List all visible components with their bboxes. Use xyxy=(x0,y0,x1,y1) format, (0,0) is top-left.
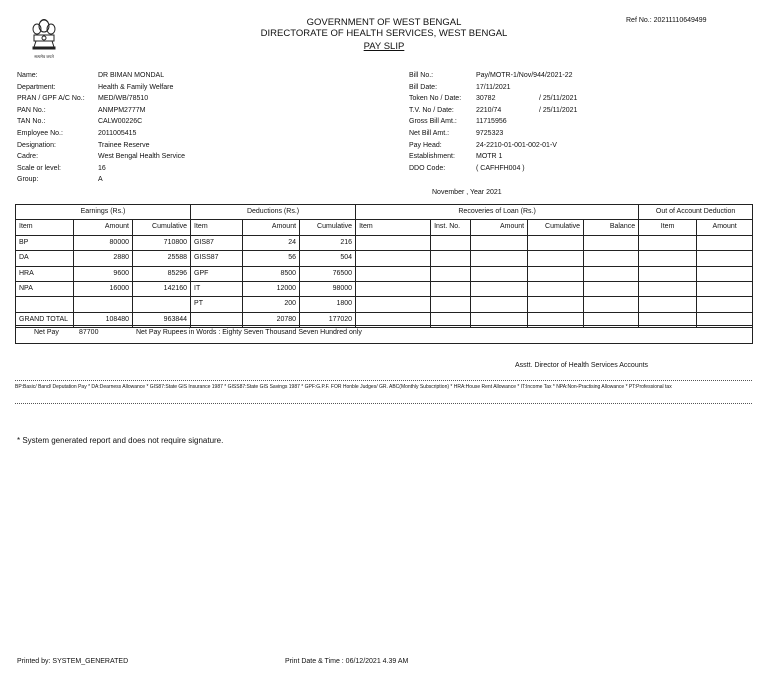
table-cell xyxy=(697,297,753,312)
table-cell xyxy=(431,251,471,266)
bill-field-row xyxy=(409,105,749,117)
employee-field-value: A xyxy=(98,176,103,184)
bill-field-value: 24-2210-01-001-002-01-V xyxy=(476,141,557,149)
bill-field-label: Establishment: xyxy=(409,153,455,161)
bill-field-date: / 25/11/2021 xyxy=(539,95,578,103)
employee-field-value: DR BIMAN MONDAL xyxy=(98,72,165,79)
table-cell xyxy=(584,282,639,297)
table-cell xyxy=(639,297,697,312)
employee-field-value: MED/WB/78510 xyxy=(98,95,149,103)
group-header-row xyxy=(16,205,753,220)
bill-field-row xyxy=(409,82,749,94)
table-cell xyxy=(356,251,431,266)
divider-bottom xyxy=(15,403,752,404)
column-header: Item xyxy=(191,220,243,235)
abbreviation-legend: BP:Basic/ Band/ Deputation Pay * DA:Dearness Allowance * GIS87:State GIS Insurance 1987 * GISS87:State GIS Savings 1987 * GPF:G.P.F. FOR Honble Judges/ GR. ABC(Monthly Subscription) * HRA:House Rent Allowance * IT:Income Tax * NPA:Non-Practising Allowance * PT:Professional tax xyxy=(15,384,672,390)
employee-field-row xyxy=(17,140,377,152)
bill-field-value: Pay/MOTR-1/Nov/944/2021-22 xyxy=(476,72,573,79)
bill-field-value: 17/11/2021 xyxy=(476,83,511,91)
print-date: Print Date & Time : 06/12/2021 4.39 AM xyxy=(285,658,409,665)
printed-by: Printed by: SYSTEM_GENERATED xyxy=(17,658,129,665)
net-pay-row xyxy=(15,325,753,344)
table-cell xyxy=(528,297,584,312)
table-cell: 24 xyxy=(243,235,300,250)
table-cell: 76500 xyxy=(300,266,356,281)
table-cell: IT xyxy=(191,282,243,297)
table-cell: GPF xyxy=(191,266,243,281)
bill-field-row xyxy=(409,93,749,105)
table-cell: 25588 xyxy=(133,251,191,266)
employee-field-value: ANMPM2777M xyxy=(98,106,146,114)
table-cell: NPA xyxy=(16,282,74,297)
title-pay-slip xyxy=(240,41,528,52)
column-header: Balance xyxy=(584,220,639,235)
bill-field-row xyxy=(409,116,749,128)
employee-field-label: Cadre: xyxy=(17,153,39,161)
table-cell: 963844 xyxy=(133,312,191,327)
employee-field-value: 2011005415 xyxy=(98,129,137,137)
earnings-header: Earnings (Rs.) xyxy=(16,205,191,220)
divider-top xyxy=(15,380,752,381)
table-cell xyxy=(16,297,74,312)
title-government: GOVERNMENT OF WEST BENGAL xyxy=(306,17,462,28)
table-cell: HRA xyxy=(16,266,74,281)
table-cell: BP xyxy=(16,235,74,250)
bill-field-label: T.V. No / Date: xyxy=(409,106,454,114)
pay-slip-heading: PAY SLIP xyxy=(363,41,405,52)
table-cell: 16000 xyxy=(74,282,133,297)
column-header-row xyxy=(16,220,753,235)
table-cell: 200 xyxy=(243,297,300,312)
table-cell: 142160 xyxy=(133,282,191,297)
table-cell: GIS87 xyxy=(191,235,243,250)
table-cell: 2880 xyxy=(74,251,133,266)
employee-field-value: Health & Family Welfare xyxy=(98,83,174,91)
bill-field-row xyxy=(409,128,749,140)
table-cell xyxy=(639,266,697,281)
table-cell: 9600 xyxy=(74,266,133,281)
table-cell xyxy=(356,297,431,312)
employee-field-row xyxy=(17,174,377,186)
state-emblem xyxy=(28,16,60,64)
table-cell xyxy=(697,282,753,297)
column-header: Item xyxy=(16,220,74,235)
column-header: Cumulative xyxy=(528,220,584,235)
table-row xyxy=(16,235,753,250)
table-cell xyxy=(528,251,584,266)
employee-field-label: TAN No.: xyxy=(17,118,46,126)
table-cell xyxy=(528,266,584,281)
table-cell xyxy=(528,235,584,250)
bill-field-label: Pay Head: xyxy=(409,141,442,149)
column-header: Cumulative xyxy=(133,220,191,235)
table-cell xyxy=(639,251,697,266)
table-cell xyxy=(133,297,191,312)
bill-field-row xyxy=(409,151,749,163)
table-cell xyxy=(528,282,584,297)
employee-field-row xyxy=(17,105,377,117)
employee-field-value: 16 xyxy=(98,164,106,172)
employee-field-value: West Bengal Health Service xyxy=(98,153,186,161)
bill-field-date: / 25/11/2021 xyxy=(539,106,578,114)
column-header: Amount xyxy=(471,220,528,235)
table-cell xyxy=(356,282,431,297)
bill-field-value: 30782 xyxy=(476,95,496,103)
employee-details xyxy=(17,70,377,186)
emblem-caption: सत्यमेव जयते xyxy=(34,54,54,59)
bill-field-label: Net Bill Amt.: xyxy=(409,129,450,137)
table-cell xyxy=(431,282,471,297)
employee-field-row xyxy=(17,128,377,140)
system-note: * System generated report and does not require signature. xyxy=(17,436,224,445)
net-pay-label: Net Pay xyxy=(34,329,59,336)
bill-field-row xyxy=(409,163,749,175)
table-cell: 710800 xyxy=(133,235,191,250)
employee-field-row xyxy=(17,82,377,94)
deductions-header: Deductions (Rs.) xyxy=(191,205,356,220)
table-cell: 85296 xyxy=(133,266,191,281)
employee-field-row xyxy=(17,116,377,128)
employee-field-label: Designation: xyxy=(17,141,56,149)
bill-field-value: 9725323 xyxy=(476,129,504,137)
bill-details xyxy=(409,70,749,174)
table-cell xyxy=(74,297,133,312)
table-row xyxy=(16,266,753,281)
table-cell xyxy=(471,266,528,281)
table-cell xyxy=(584,297,639,312)
table-cell xyxy=(584,251,639,266)
table-cell: 56 xyxy=(243,251,300,266)
table-cell xyxy=(697,235,753,250)
column-header: Amount xyxy=(697,220,753,235)
bill-field-row xyxy=(409,70,749,82)
employee-field-label: PAN No.: xyxy=(17,106,46,114)
table-cell: GRAND TOTAL xyxy=(16,312,74,327)
table-cell: 216 xyxy=(300,235,356,250)
table-cell xyxy=(471,282,528,297)
title-directorate: DIRECTORATE OF HEALTH SERVICES, WEST BENGAL xyxy=(260,28,508,39)
table-row xyxy=(16,297,753,312)
pay-table xyxy=(15,204,753,328)
bill-field-label: DDO Code: xyxy=(409,164,446,172)
bill-field-row xyxy=(409,140,749,152)
net-pay-words: Net Pay Rupees in Words : Eighty Seven Thousand Seven Hundred only xyxy=(136,329,362,336)
employee-field-label: Group: xyxy=(17,176,39,184)
employee-field-label: Scale or level: xyxy=(17,164,61,172)
table-cell: 80000 xyxy=(74,235,133,250)
table-cell: 8500 xyxy=(243,266,300,281)
table-cell xyxy=(471,251,528,266)
table-cell: 20780 xyxy=(243,312,300,327)
employee-field-label: Department: xyxy=(17,83,56,91)
table-cell xyxy=(584,235,639,250)
recoveries-header: Recoveries of Loan (Rs.) xyxy=(356,205,639,220)
table-cell: GISS87 xyxy=(191,251,243,266)
table-cell xyxy=(697,251,753,266)
table-cell: 12000 xyxy=(243,282,300,297)
table-cell: PT xyxy=(191,297,243,312)
table-cell: 1800 xyxy=(300,297,356,312)
bill-field-label: Token No / Date: xyxy=(409,95,462,103)
table-cell xyxy=(584,266,639,281)
table-cell xyxy=(697,266,753,281)
net-pay-amount: 87700 xyxy=(79,329,99,336)
column-header: Amount xyxy=(74,220,133,235)
signatory: Asstt. Director of Health Services Accounts xyxy=(515,362,649,369)
bill-field-label: Gross Bill Amt.: xyxy=(409,118,457,126)
table-cell xyxy=(356,235,431,250)
ref-number: Ref No.: 20211110649499 xyxy=(626,17,707,24)
employee-field-value: CALW00226C xyxy=(98,118,143,126)
column-header: Amount xyxy=(243,220,300,235)
employee-field-row xyxy=(17,93,377,105)
bill-field-label: Bill No.: xyxy=(409,72,434,79)
employee-field-value: Trainee Reserve xyxy=(98,141,150,149)
column-header: Item xyxy=(639,220,697,235)
bill-field-value: 2210/74 xyxy=(476,106,502,114)
table-cell: 504 xyxy=(300,251,356,266)
employee-field-row xyxy=(17,163,377,175)
bill-field-value: MOTR 1 xyxy=(476,153,503,161)
table-row xyxy=(16,282,753,297)
column-header: Inst. No. xyxy=(431,220,471,235)
table-cell xyxy=(471,297,528,312)
table-row xyxy=(16,251,753,266)
bill-field-value: ( CAFHFH004 ) xyxy=(476,164,525,172)
out-of-account-header: Out of Account Deduction xyxy=(639,205,753,220)
employee-field-label: Name: xyxy=(17,72,38,79)
table-cell xyxy=(356,266,431,281)
employee-field-label: PRAN / GPF A/C No.: xyxy=(17,95,85,103)
table-cell xyxy=(431,266,471,281)
bill-field-value: 11715956 xyxy=(476,118,507,126)
table-cell: 108480 xyxy=(74,312,133,327)
employee-field-label: Employee No.: xyxy=(17,129,63,137)
table-cell xyxy=(431,297,471,312)
table-cell: 177020 xyxy=(300,312,356,327)
table-cell xyxy=(431,235,471,250)
table-cell: 98000 xyxy=(300,282,356,297)
column-header: Cumulative xyxy=(300,220,356,235)
employee-field-row xyxy=(17,151,377,163)
table-cell: DA xyxy=(16,251,74,266)
table-cell xyxy=(639,235,697,250)
employee-field-row xyxy=(17,70,377,82)
bill-field-label: Bill Date: xyxy=(409,83,438,91)
table-cell xyxy=(471,235,528,250)
table-cell xyxy=(639,282,697,297)
pay-period: November , Year 2021 xyxy=(432,189,502,196)
column-header: Item xyxy=(356,220,431,235)
